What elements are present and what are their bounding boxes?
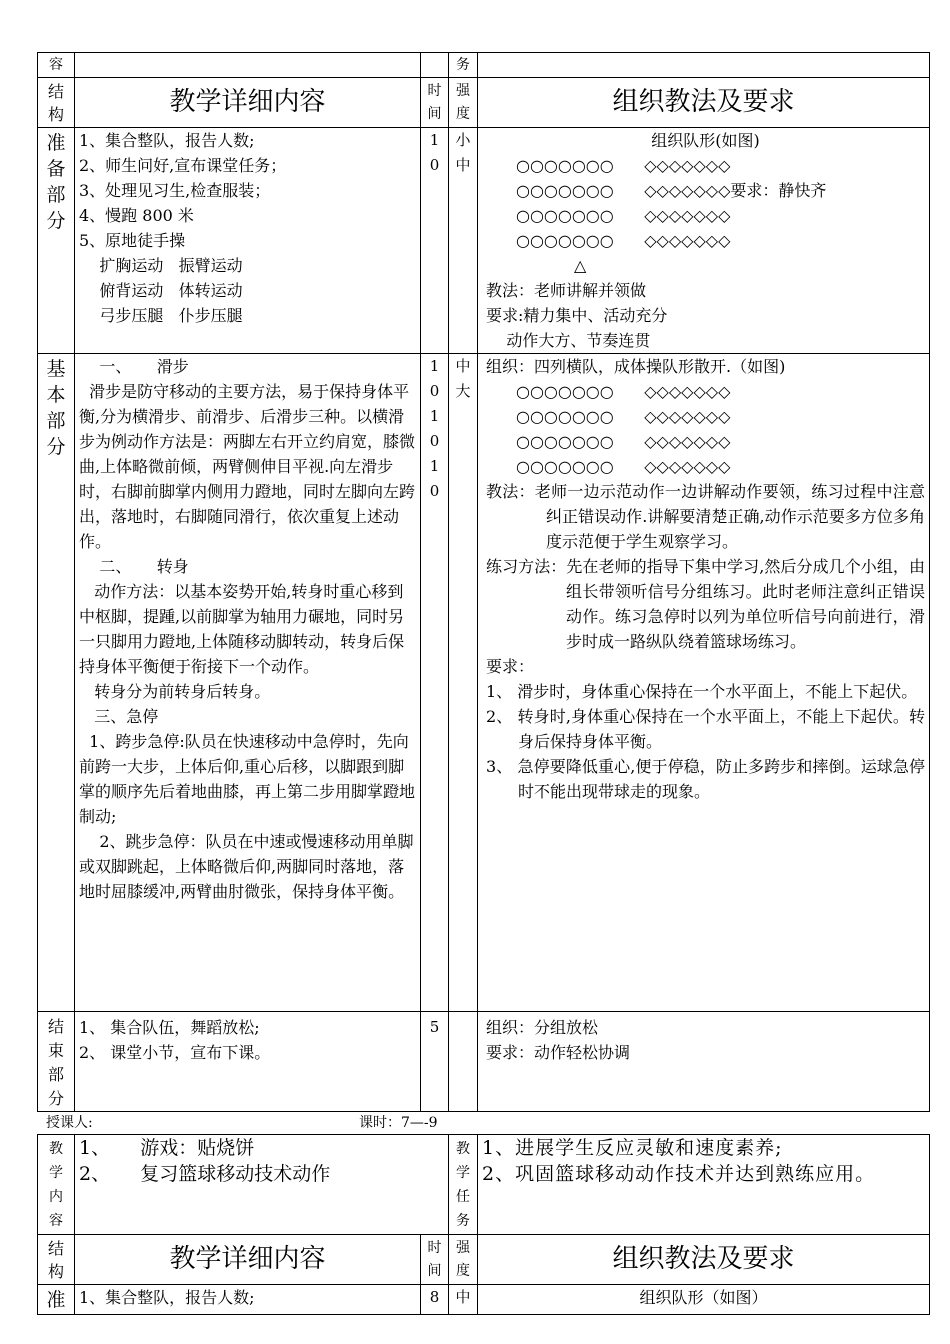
- lesson2-prep-time: 8: [421, 1285, 449, 1315]
- prep-intensity: [449, 128, 478, 354]
- formation-row: ○○○○○○○ ◇◇◇◇◇◇◇: [516, 457, 731, 476]
- formation-row: ○○○○○○○ ◇◇◇◇◇◇◇: [516, 382, 731, 401]
- prep-content: [75, 128, 421, 354]
- prep-item: 3、处理见习生,检查服装；: [79, 181, 271, 200]
- basic-time: [421, 354, 449, 1012]
- prep-method-line: 动作大方、节奏连贯: [486, 331, 651, 350]
- content-label: 容: [49, 57, 63, 73]
- prep-intensity-char: 中: [455, 156, 471, 174]
- end-row: [38, 1012, 930, 1112]
- content-empty-cell: [75, 53, 421, 78]
- teacher-position-icon: △: [574, 256, 587, 275]
- lesson2-prep-section: 准: [38, 1285, 75, 1315]
- basic-row: [38, 354, 930, 1012]
- content-label-cell: [38, 53, 75, 78]
- prep-time-digit: 1: [429, 131, 440, 149]
- basic-time-digit: 0: [429, 432, 440, 450]
- lesson-hours: 课时：7—-9: [359, 1115, 438, 1131]
- end-method-line: 要求：动作轻松协调: [486, 1043, 631, 1062]
- lesson-plan-table-2: [37, 1134, 930, 1315]
- formation-row: ○○○○○○○ ◇◇◇◇◇◇◇: [516, 407, 731, 426]
- lesson2-task-label: 教学任务: [456, 1141, 471, 1229]
- task-label-cell: [449, 53, 478, 78]
- header-time: 时间: [427, 83, 442, 122]
- prep-item: 俯背运动 体转运动: [79, 281, 243, 300]
- basic-paragraph: 二、 转身: [79, 557, 189, 576]
- prep-item: 1、集合整队，报告人数;: [79, 131, 255, 150]
- prep-section-label: 准备部分: [46, 132, 66, 232]
- prep-formation-title: 组织队形(如图): [651, 131, 760, 150]
- lesson2-header-row: [38, 1235, 930, 1285]
- basic-requirements-title: 要求：: [486, 657, 535, 676]
- header-detail: 教学详细内容: [75, 78, 421, 128]
- prep-item: 4、慢跑 800 米: [79, 206, 194, 225]
- basic-paragraph: 1、跨步急停:队员在快速移动中急停时，先向前跨一大步，上体后仰,重心后移，以脚跟到脚掌的顺序先后着地曲膝，再上第二步用脚掌蹬地制动;: [79, 732, 416, 826]
- prep-method-line: 教法：老师讲解并领做: [486, 281, 647, 300]
- prep-item: 5、原地徒手操: [79, 231, 186, 250]
- prep-intensity-char: 小: [455, 131, 471, 149]
- header-intensity: 强度: [456, 1240, 471, 1279]
- header-row: [38, 78, 930, 128]
- basic-time-digit: 1: [429, 357, 440, 375]
- lesson2-tasks: [478, 1135, 930, 1235]
- formation-row: ○○○○○○○ ◇◇◇◇◇◇◇: [516, 206, 731, 225]
- prep-item: 弓步压腿 仆步压腿: [79, 306, 243, 325]
- lesson2-info-row: [38, 1135, 930, 1235]
- lesson2-prep-item: 1、集合整队，报告人数;: [75, 1285, 421, 1315]
- basic-paragraph: 2、跳步急停：队员在中速或慢速移动用单脚或双脚跳起，上体略微后仰,两脚同时落地，落地时屈膝缓冲,两臂曲肘微张，保持身体平衡。: [79, 832, 414, 901]
- basic-requirement: 1、 滑步时，身体重心保持在一个水平面上，不能上下起伏。: [486, 682, 918, 701]
- header-structure: 结构: [47, 1239, 64, 1281]
- prep-item: 2、师生问好,宣布课堂任务；: [79, 156, 287, 175]
- end-time: 5: [421, 1012, 449, 1112]
- basic-practice-method: 练习方法：先在老师的指导下集中学习,然后分成几个小组，由组长带领听信号分组练习。此时老师注意纠正错误动作。练习急停时以列为单位听信号向前进行，滑步时成一路纵队绕着篮球场练习。: [486, 557, 925, 651]
- task-label: 务: [456, 57, 470, 73]
- basic-teaching-method: 教法：老师一边示范动作一边讲解动作要领，练习过程中注意纠正错误动作.讲解要清楚正确,动作示范要多方位多角度示范便于学生观察学习。: [486, 482, 925, 551]
- end-section-label: 结束部分: [47, 1017, 64, 1108]
- time-empty-cell: [421, 53, 449, 78]
- header-detail: 教学详细内容: [75, 1235, 421, 1285]
- basic-org: 组织：四列横队，成体操队形散开.（如图): [486, 357, 786, 376]
- task-empty-cell: [478, 53, 930, 78]
- basic-paragraph: 三、急停: [79, 707, 159, 726]
- lesson2-content: [75, 1135, 449, 1235]
- basic-method: [478, 354, 930, 1012]
- basic-paragraph: 滑步是防守移动的主要方法，易于保持身体平衡,分为横滑步、前滑步、后滑步三种。以横滑步为例动作方法是：两脚左右开立约肩宽，膝微曲,上体略微前倾，两臂侧伸目平视.向左滑步时，右脚前脚掌内侧用力蹬地，同时左脚向左跨出，落地时，右脚随同滑行，依次重复上述动作。: [79, 382, 416, 551]
- formation-row: ○○○○○○○ ◇◇◇◇◇◇◇: [516, 432, 731, 451]
- lesson2-prep-intensity: 中: [449, 1285, 478, 1315]
- prep-item: 扩胸运动 振臂运动: [79, 256, 243, 275]
- basic-section-label: 基本部分: [46, 358, 66, 458]
- basic-intensity-char: 中: [455, 357, 471, 375]
- teacher-label: 授课人:: [46, 1115, 93, 1131]
- prep-time: [421, 128, 449, 354]
- basic-requirement: 3、 急停要降低重心,便于停稳，防止多跨步和摔倒。运球急停时不能出现带球走的现象。: [486, 757, 925, 801]
- basic-intensity-char: 大: [455, 382, 471, 400]
- header-method: 组织教法及要求: [478, 78, 930, 128]
- end-intensity-empty: [449, 1012, 478, 1112]
- end-method-line: 组织：分组放松: [486, 1018, 599, 1037]
- prep-method: [478, 128, 930, 354]
- lesson2-content-item: 1、 游戏：贴烧饼: [79, 1137, 255, 1159]
- header-time: 时间: [427, 1240, 442, 1279]
- lesson-plan-table-1: [37, 52, 930, 1112]
- end-content: [75, 1012, 421, 1112]
- end-item: 1、 集合队伍，舞蹈放松;: [79, 1018, 260, 1037]
- header-intensity: 强度: [456, 83, 470, 122]
- formation-row: ○○○○○○○ ◇◇◇◇◇◇◇要求：静快齐: [516, 181, 827, 200]
- basic-time-digit: 1: [429, 457, 440, 475]
- lesson2-prep-method: 组织队形（如图）: [478, 1285, 930, 1315]
- basic-paragraph: 一、 滑步: [79, 357, 189, 376]
- lesson2-content-label: 教学内容: [49, 1141, 63, 1229]
- lesson2-prep-row: [38, 1285, 930, 1315]
- basic-time-digit: 0: [429, 382, 440, 400]
- header-structure: 结构: [47, 82, 64, 124]
- prep-time-digit: 0: [429, 156, 440, 174]
- basic-paragraph: 转身分为前转身后转身。: [79, 682, 271, 701]
- lesson2-task-item: 2、巩固篮球移动动作技术并达到熟练应用。: [482, 1163, 876, 1185]
- prep-row: [38, 128, 930, 354]
- basic-time-digit: 0: [429, 482, 440, 500]
- end-method: [478, 1012, 930, 1112]
- basic-time-digit: 1: [429, 407, 440, 425]
- lesson2-task-item: 1、进展学生反应灵敏和速度素养;: [482, 1137, 783, 1159]
- header-method: 组织教法及要求: [478, 1235, 930, 1285]
- formation-row: ○○○○○○○ ◇◇◇◇◇◇◇: [516, 156, 731, 175]
- basic-intensity: [449, 354, 478, 1012]
- lesson2-content-item: 2、 复习篮球移动技术动作: [79, 1163, 331, 1185]
- basic-content: [75, 354, 421, 1012]
- lesson-separator: [46, 1112, 466, 1132]
- formation-row: ○○○○○○○ ◇◇◇◇◇◇◇: [516, 231, 731, 250]
- basic-paragraph: 动作方法：以基本姿势开始,转身时重心移到中枢脚，提踵,以前脚掌为轴用力碾地，同时另一只脚用力蹬地,上体随移动脚转动，转身后保持身体平衡便于衔接下一个动作。: [79, 582, 405, 676]
- prep-method-line: 要求:精力集中、活动充分: [486, 306, 668, 325]
- end-item: 2、 课堂小节，宣布下课。: [79, 1043, 271, 1062]
- basic-requirement: 2、 转身时,身体重心保持在一个水平面上，不能上下起伏。转身后保持身体平衡。: [486, 707, 925, 751]
